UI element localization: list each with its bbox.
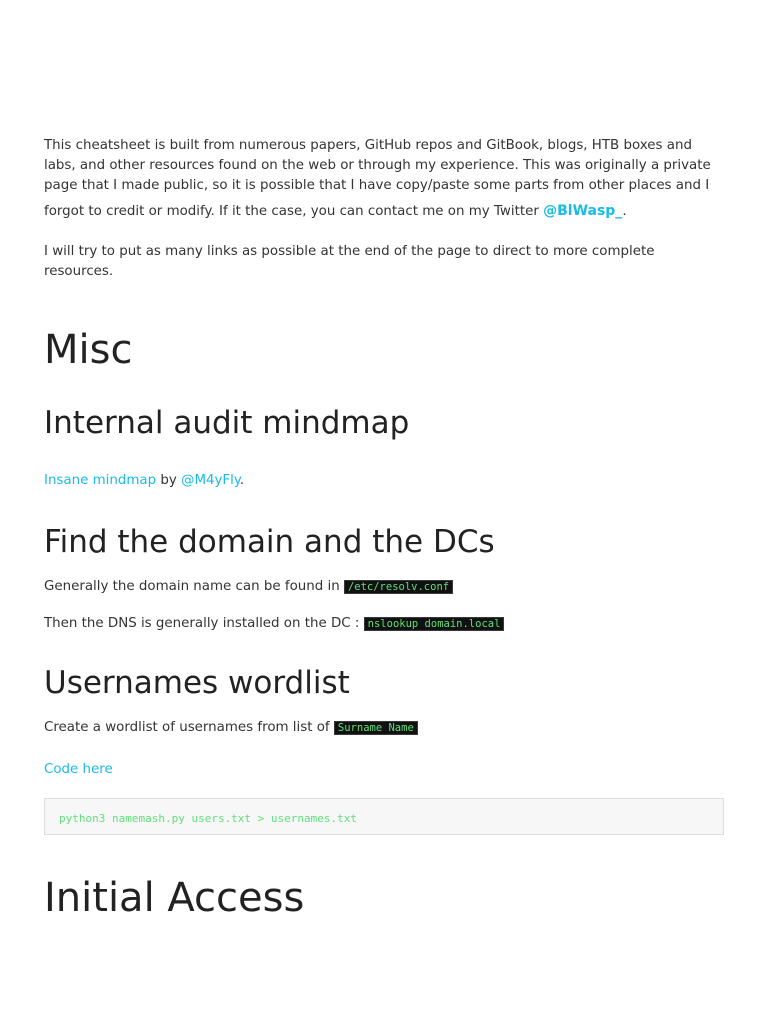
domain-paragraph-2-text: Then the DNS is generally installed on the DC : [44,616,364,631]
intro-paragraph [44,136,724,227]
mindmap-suffix: . [239,473,245,488]
domain-paragraph-2 [44,614,724,634]
intro-line-4-text: forgot to credit or modify. If it the case, you can contact me on my Twitter [44,204,544,219]
code-here-paragraph [44,760,724,780]
intro-paragraph-2: I will try to put as many links as possible at the end of the page to direct to more complete resources. [44,244,655,279]
intro-line-3: page that I made public, so it is possible that I have copy/paste some parts from other places and I [44,178,710,193]
usernames-paragraph-text: Create a wordlist of usernames from list of [44,720,334,735]
heading-misc: Misc [44,327,133,373]
mindmap-by-text: by [156,473,182,488]
resolv-conf-code: /etc/resolv.conf [344,580,453,594]
namemash-command: python3 namemash.py users.txt > usernames.txt [59,812,358,825]
intro-line-1: This cheatsheet is built from numerous papers, GitHub repos and GitBook, blogs, HTB boxes and [44,138,692,153]
usernames-paragraph [44,718,724,738]
heading-find-domain: Find the domain and the DCs [44,524,495,560]
intro-line-4 [44,204,627,219]
domain-paragraph-1 [44,577,724,597]
surname-name-code: Surname Name [334,721,418,735]
code-here-link[interactable]: Code here [44,762,113,777]
intro-line-4-suffix: . [622,204,627,219]
m4yfly-link[interactable]: @M4yFly [181,473,240,488]
heading-initial-access: Initial Access [44,875,305,921]
intro-line-2: labs, and other resources found on the web or through my experience. This was originally a private [44,158,711,173]
heading-internal-audit-mindmap: Internal audit mindmap [44,405,410,441]
code-block [44,798,724,835]
domain-paragraph-1-text: Generally the domain name can be found in [44,579,344,594]
content [44,136,724,922]
nslookup-code: nslookup domain.local [364,617,505,631]
heading-usernames-wordlist: Usernames wordlist [44,665,350,701]
mindmap-paragraph [44,471,724,491]
insane-mindmap-link[interactable]: Insane mindmap [44,473,157,488]
twitter-link[interactable]: @BlWasp_ [543,203,623,219]
